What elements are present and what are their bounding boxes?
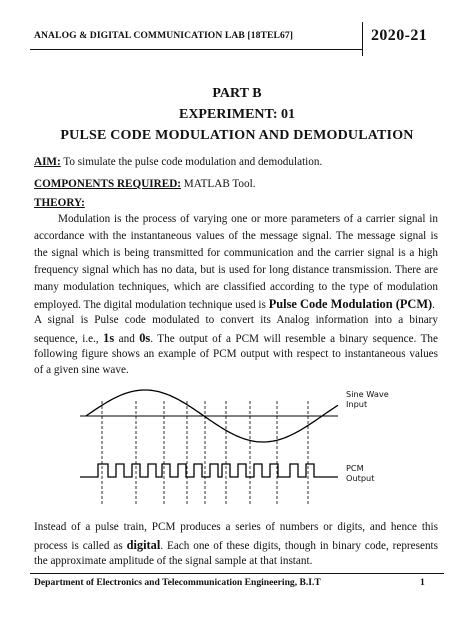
components-line [34,178,256,190]
pcm-term: Pulse Code Modulation (PCM) [268,297,433,311]
theory-p2-text-c: . The output of a PCM will resemble a binary sequence. The [150,333,438,345]
theory-heading [34,197,85,209]
header-divider [362,22,363,56]
theory-p3-text-a: process is called as [34,540,127,552]
theory-p1-line-6 [34,297,435,312]
pcm-figure [80,383,400,510]
footer-department: Department of Electronics and Telecommunication Engineering, B.I.T [34,577,321,588]
theory-p3-line-1: Instead of a pulse train, PCM produces a series of numbers or digits, and hence this [34,521,438,533]
theory-p2-line-4: of a given sine wave. [34,364,129,376]
digital-term: digital [126,538,161,552]
theory-p2-line-3: following figure shows an example of PCM output with respect to instantaneous values [34,348,438,360]
theory-p1-line-5: many modulation techniques, which are classified according to the type of modulation [34,281,438,293]
theory-label: THEORY: [34,197,85,209]
sine-label [346,389,389,409]
pcm-label-line-1: PCM [346,463,364,473]
theory-p3-line-2 [34,538,438,553]
theory-p1-text: employed. The digital modulation technique used is [34,299,269,311]
theory-p3-line-3: the approximate amplitude of the signal sample at that instant. [34,555,313,567]
aim-label: AIM: [34,156,61,168]
aim-text: To simulate the pulse code modulation and demodulation. [60,156,323,168]
components-label: COMPONENTS REQUIRED: [34,178,181,190]
theory-p1-line-2: accordance with the instantaneous values of the message signal. The message signal is [34,230,438,242]
aim-line [34,156,322,168]
experiment-name: PULSE CODE MODULATION AND DEMODULATION [60,128,414,143]
binary-zeros: 0s [139,331,151,345]
sine-label-line-2: Input [346,399,368,409]
pcm-label [346,463,374,483]
sample-lines [102,401,308,505]
components-text: MATLAB Tool. [181,178,256,190]
theory-p2-line-2 [34,331,438,346]
sine-label-line-1: Sine Wave [346,389,389,399]
footer-rule [30,573,444,574]
pcm-output [80,464,338,477]
pcm-label-line-2: Output [346,473,375,483]
theory-p3-text-b: . Each one of these digits, though in binary code, represents [160,540,438,552]
lab-title: ANALOG & DIGITAL COMMUNICATION LAB [18TEL67] [34,30,294,41]
header-rule [30,49,362,50]
experiment-title: EXPERIMENT: 01 [178,107,296,122]
theory-p1-line-4: frequency signal which has no data, but is used for long distance transmission. There are [34,264,438,276]
theory-p2-text-a: sequence, i.e., [34,333,104,345]
theory-p1-line-3: the signal which is being transmitted for communication and the carrier signal is a high [34,247,438,259]
page-number: 1 [420,577,425,588]
theory-p1-line-1: Modulation is the process of varying one or more parameters of a carrier signal in [58,213,438,225]
binary-ones: 1s [103,331,115,345]
theory-p2-text-b: and [114,333,140,345]
academic-year: 2020-21 [371,27,428,44]
theory-p2-line-1: A signal is Pulse code modulated to convert its Analog information into a binary [34,314,438,326]
theory-p1-period: . [432,299,435,311]
part-title: PART B [212,86,262,101]
